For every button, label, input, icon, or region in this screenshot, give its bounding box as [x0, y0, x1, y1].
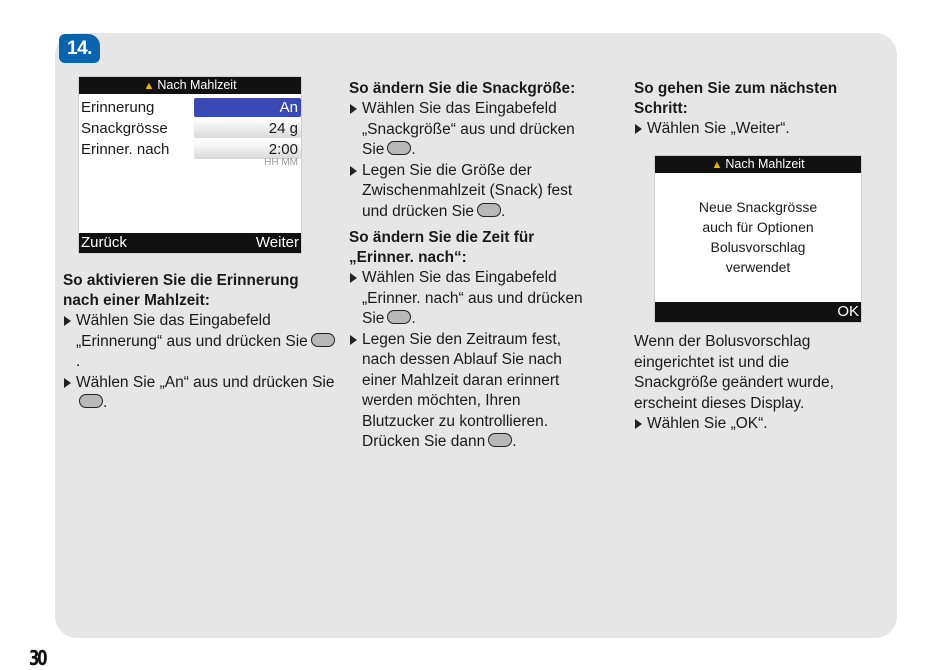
device-screen-settings — [78, 76, 302, 254]
setting-label: Snackgrösse — [81, 120, 168, 137]
col2-heading1: So ändern Sie die Snackgröße: — [349, 80, 576, 97]
col3-paragraph: Wenn der Bolusvorschlag eingerichtet ist und die Snackgröße geändert wurde, erscheint dieses Display. — [634, 333, 834, 412]
col1-heading: So aktivieren Sie die Erinnerung nach einer Mahlzeit: — [63, 272, 299, 309]
device-title-bar — [655, 156, 861, 173]
device-button-icon — [488, 433, 512, 447]
snack-size-field[interactable]: 24 g — [194, 119, 301, 138]
device-footer — [79, 233, 301, 253]
remind-after-field[interactable]: 2:00 — [194, 140, 301, 159]
col3-bullet2: Wählen Sie „OK“. — [634, 414, 872, 435]
back-softkey[interactable]: Zurück — [81, 234, 127, 251]
instructions-col2 — [349, 79, 594, 453]
setting-row-snack-size[interactable] — [79, 118, 301, 139]
ok-softkey[interactable]: OK — [837, 303, 859, 320]
instructions-col1 — [63, 271, 335, 414]
device-title: Nach Mahlzeit — [157, 78, 237, 92]
col2-bullet2: Legen Sie die Größe der Zwischenmahlzeit (Snack) fest und drücken Sie . — [349, 161, 594, 223]
step-badge: 14. — [59, 34, 100, 63]
device-button-icon — [387, 310, 411, 324]
next-softkey[interactable]: Weiter — [255, 234, 299, 251]
time-format-hint: HH MM — [264, 157, 298, 168]
setting-label: Erinnerung — [81, 99, 155, 116]
device-footer — [655, 302, 861, 322]
col3-heading: So gehen Sie zum nächsten Schritt: — [634, 80, 838, 117]
device-button-icon — [311, 333, 335, 347]
confirmation-message: Neue Snackgrösse auch für Optionen Bolusvorschlag verwendet — [698, 199, 818, 275]
col1-bullet1: Wählen Sie das Eingabefeld „Erinnerung“ aus und drücken Sie. — [63, 311, 335, 373]
page-number: 30 — [29, 646, 46, 670]
instructions-col3 — [634, 79, 879, 140]
snack-icon: ▲ — [711, 159, 723, 171]
snack-icon: ▲ — [143, 80, 155, 92]
device-button-icon — [477, 203, 501, 217]
col2-heading2: So ändern Sie die Zeit für „Erinner. nach“: — [349, 229, 535, 266]
device-screen-confirmation — [654, 155, 862, 323]
setting-label: Erinner. nach — [81, 141, 170, 158]
instructions-col3-lower — [634, 332, 872, 435]
device-button-icon — [387, 141, 411, 155]
device-title: Nach Mahlzeit — [725, 157, 805, 171]
col2-bullet1: Wählen Sie das Eingabefeld „Snackgröße“ aus und drücken Sie . — [349, 99, 594, 161]
col2-bullet4: Legen Sie den Zeitraum fest, nach dessen Ablauf Sie nach einer Mahlzeit daran erinnert werden möchten, Ihren Blutzucker zu kontrollieren. Drücken Sie dann . — [349, 330, 594, 453]
col3-bullet1: Wählen Sie „Weiter“. — [634, 119, 879, 140]
reminder-field[interactable]: An — [194, 98, 301, 117]
device-title-bar — [79, 77, 301, 94]
col2-bullet3: Wählen Sie das Eingabefeld „Erinner. nach“ aus und drücken Sie . — [349, 268, 594, 330]
setting-row-reminder[interactable] — [79, 97, 301, 118]
device-button-icon — [79, 394, 103, 408]
col1-bullet2: Wählen Sie „An“ aus und drücken Sie. — [63, 373, 335, 414]
